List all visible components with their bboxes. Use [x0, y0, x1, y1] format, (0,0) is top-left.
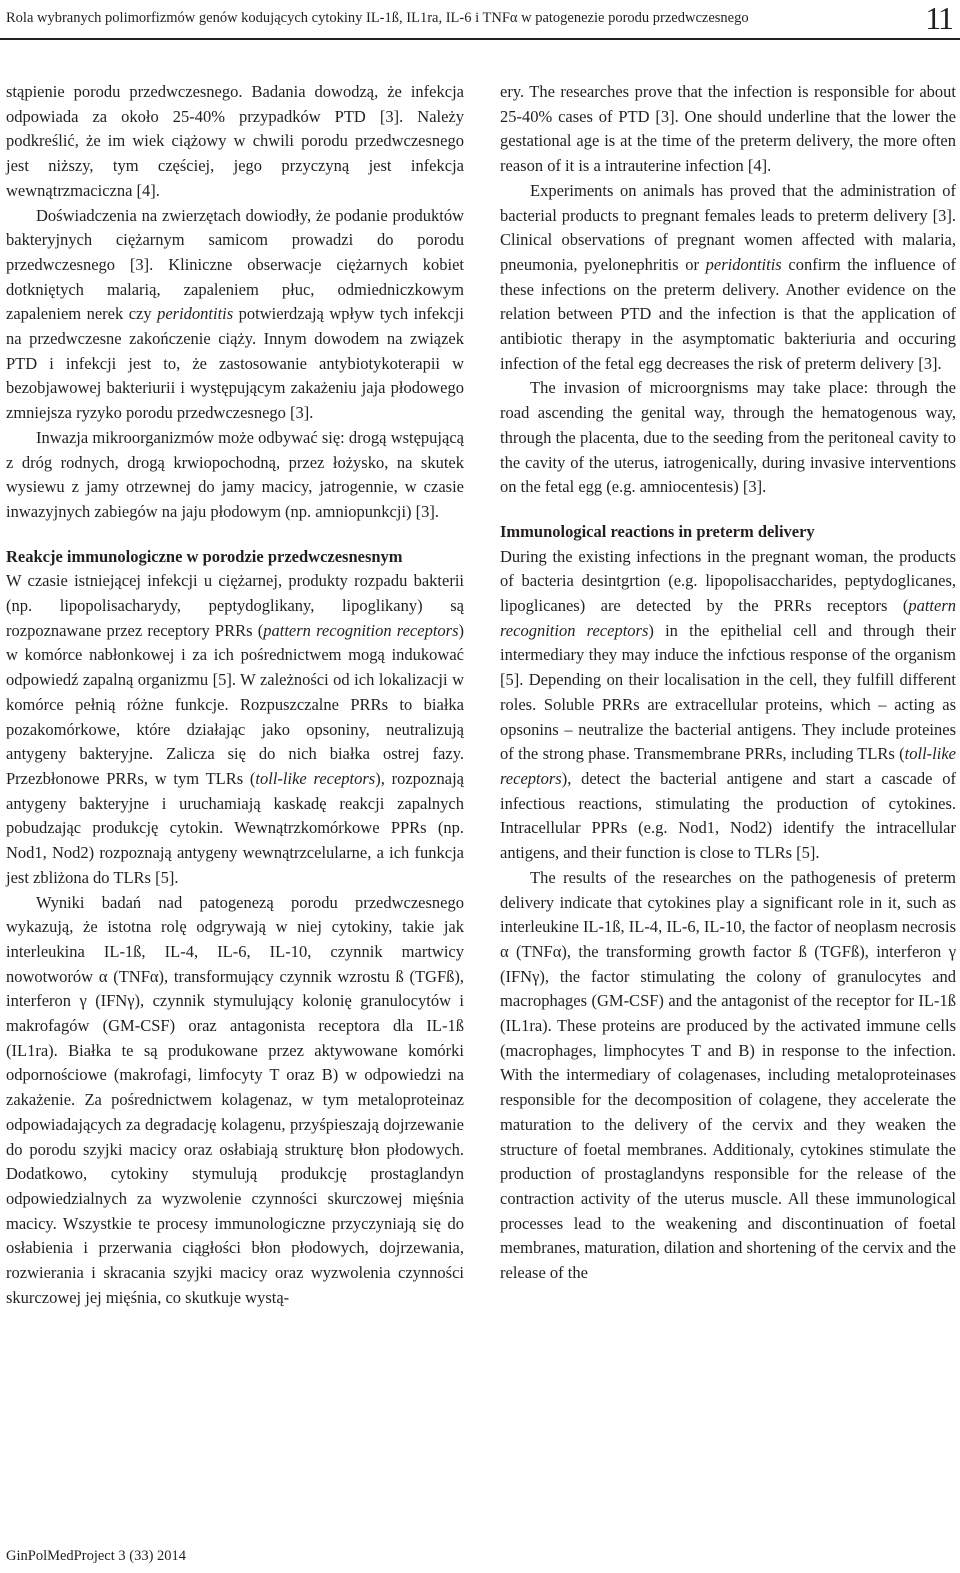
- paragraph: [500, 179, 956, 377]
- journal-footer: GinPolMedProject 3 (33) 2014: [6, 1548, 187, 1564]
- paragraph: Wyniki badań nad patogenezą porodu przedwczesnego wykazują, że istotna rolę odgrywają w niej cytokiny, takie jak interleukina IL-1ß, IL-4, IL-6, IL-10, czynnik martwicy nowotworów α (TNFα), transformujący czynnik wzrostu ß (TGFß), interferon γ (IFNγ), czynnik stymulujący kolonię granulocytów i makrofagów (GM-CSF) oraz antagonista receptora dla IL-1ß (IL1ra). Białka te są produkowane przez aktywowane komórki odpornościowe (makrofagi, limfocyty T oraz B) w odpowiedzi na zakażenie. Za pośrednictwem kolagenaz, w tym metaloproteinaz odpowiadających za degradację kolagenu, przyśpieszają dojrzewanie do porodu szyjki macicy oraz osłabiają strukturę błon płodowych. Dodatkowo, cytokiny stymulują produkcję prostaglandyn odpowiedzialnych za wyzwolenie czynności skurczowej mięśnia macicy. Wszystkie te procesy immunologiczne przyczyniają się do osłabienia i przerwania ciągłości błon płodowych, dojrzewania, rozwierania i skracania szyjki macicy oraz wyzwolenia czynności skurczowej jej mięśnia, co skutkuje wystą-: [6, 892, 464, 1307]
- text-run: confirm the influence of these infections on the preterm delivery. Another evidence on the relation between PTD and the infection is that the application of antibiotic therapy in the asymptomatic bakteriuria and occuring infection of the fetal egg decreases the risk of preterm delivery [3].: [500, 254, 956, 373]
- text-run: Doświadczenia na zwierzętach dowiodły, że podanie produktów bakteryjnych ciężarnym samicom prowadzi do porodu przedwczesnego [3]. Kliniczne obserwacje ciężarnych kobiet dotkniętych malarią, zapaleniem płuc, odmiedniczkowym zapaleniem nerek czy: [6, 205, 464, 324]
- italic-term: peridontitis: [705, 254, 782, 274]
- paragraph: The results of the researches on the pathogenesis of preterm delivery indicate that cytokines play a significant role in it, such as interleukine IL-1ß, IL-4, IL-6, IL-10, the factor of neoplasm necrosis α (TNFα), the transforming growth factor ß (TGFß), interferon γ (IFNγ), the factor stimulating the colony of granulocytes and macrophages (GM-CSF) and the antagonist of the receptor for IL-1ß (IL1ra). These proteins are produced by the activated immune cells (macrophages, limphocytes T and B) in response to the infection. With the intermediary of colagenases, including metaloproteinases responsible for the decomposition of colagene, they accelerate the maturation to the delivery of the cervix and they weaken the structure of foetal membranes. Additionaly, cytokines stimulate the production of prostaglandyns responsible for the release of the contraction activity of the uterus muscle. All these immunological processes lead to the weakening and discontinuation of foetal membranes, maturation, dilation and shortening of the cervix and the release of the: [500, 867, 956, 1283]
- section-heading: Reakcje immunologiczne w porodzie przedwczesnesnym: [6, 546, 403, 566]
- text-run: ), detect the bacterial antigene and start a cascade of infectious reactions, stimulating the production of cytokines. Intracellular PPRs (e.g. Nod1, Nod2) identify the intracellular antigens, and their function is close to TLRs [5].: [500, 768, 956, 863]
- italic-term: pattern recognition receptors: [500, 596, 956, 640]
- text-run: ), rozpoznają antygeny bakteryjne i uruchamiają kaskadę reakcji zapalnych pobudzając produkcję cytokin. Wewnątrzkomórkowe PPRs (np. Nod1, Nod2) rozpoznają antygeny wewnątrzcelularne, a ich funkcja jest zbliżona do TLRs [5].: [6, 768, 464, 887]
- italic-term: pattern recognition receptors: [263, 620, 459, 640]
- paragraph: The invasion of microorgnisms may take place: through the road ascending the genital way, through the hematogenous way, through the placenta, due to the seeding from the peritoneal cavity to the cavity of the uterus, iatrogenically, during invasive interventions on the fetal egg (e.g. amniocentesis) [3].: [500, 378, 956, 497]
- text-run: During the existing infections in the pregnant woman, the products of bacteria desintgrtion (e.g. lipopolisaccharides, peptydoglicanes, lipoglicanes) are detected by the PRRs receptors (: [500, 546, 956, 616]
- right-column-english: [500, 80, 956, 1286]
- text-run: W czasie istniejącej infekcji u ciężarnej, produkty rozpadu bakterii (np. lipopolisacharydy, peptydoglikany, lipoglikany) są rozpoznawane przez receptory PRRs (: [6, 571, 464, 640]
- paragraph: stąpienie porodu przedwczesnego. Badania dowodzą, że infekcja odpowiada za około 25-40% przypadków PTD [3]. Należy podkreślić, że im wiek ciążowy w chwili porodu przedwczesnego jest niższy, tym częściej, jego przyczyną jest infekcja wewnątrzmaciczna [4].: [6, 82, 464, 200]
- paragraph: Inwazja mikroorganizmów może odbywać się: drogą wstępującą z dróg rodnych, drogą krwiopochodną, przez łożysko, na skutek wysiewu z jamy otrzewnej do jamy macicy, jatrogennie, w czasie inwazyjnych zabiegów na jaju płodowym (np. amniopunkcji) [3].: [6, 427, 464, 521]
- paragraph: ery. The researches prove that the infection is responsible for about 25-40% cases of PTD [3]. One should underline that the lower the gestational age is at the time of the preterm delivery, the more often reason of it is a intrauterine infection [4].: [500, 82, 956, 176]
- italic-term: peridontitis: [157, 304, 234, 324]
- italic-term: toll-like receptors: [255, 768, 376, 788]
- paragraph: [6, 204, 464, 426]
- paragraph: [6, 569, 464, 890]
- paragraph: [500, 545, 956, 866]
- text-run: Experiments on animals has proved that the administration of bacterial products to pregnant females leads to preterm delivery [3]. Clinical observations of pregnant women affected with malaria, pneumonia, pyelonephritis or: [500, 180, 956, 274]
- section-heading: Immunological reactions in preterm delivery: [500, 521, 815, 541]
- left-column-polish: [6, 80, 464, 1310]
- page-number: 11: [925, 0, 952, 36]
- text-run: ) w komórce nabłonkowej i za ich pośrednictwem mogą indukować odpowiedź zapalną organizmu [5]. W zależności od ich lokalizacji w komórce pełnią różne funkcje. Rozpuszczalne PRRs to białka pozakomórkowe, które działając jako opsoniny, neutralizują antygeny bakteryjne. Zalicza się do nich białka ostrej fazy. Przezbłonowe PRRs, w tym TLRs (: [6, 620, 465, 788]
- running-title: Rola wybranych polimorfizmów genów kodujących cytokiny IL-1ß, IL1ra, IL-6 i TNFα w patogenezie porodu przedwczesnego: [6, 10, 749, 26]
- header-rule: [0, 38, 960, 40]
- italic-term: toll-like receptors: [500, 744, 956, 788]
- text-run: ) in the epithelial cell and through their intermediary they may induce the infctious response of the organism [5]. Depending on their localisation in the cell, they fulfill different roles. Soluble PRRs are extracellular proteins, which – acting as opsonins – neutralize the bacterial antigens. They include proteines of the strong phase. Transmembrane PRRs, including TLRs (: [500, 620, 956, 764]
- text-run: potwierdzają wpływ tych infekcji na przedwczesne zakończenie ciąży. Innym dowodem na związek PTD i infekcji jest to, że zastosowanie antybiotykoterapii w bezobjawowej bakteriurii i występującym zakażeniu jaja płodowego zmniejsza ryzyko porodu przedwczesnego [3].: [6, 304, 464, 423]
